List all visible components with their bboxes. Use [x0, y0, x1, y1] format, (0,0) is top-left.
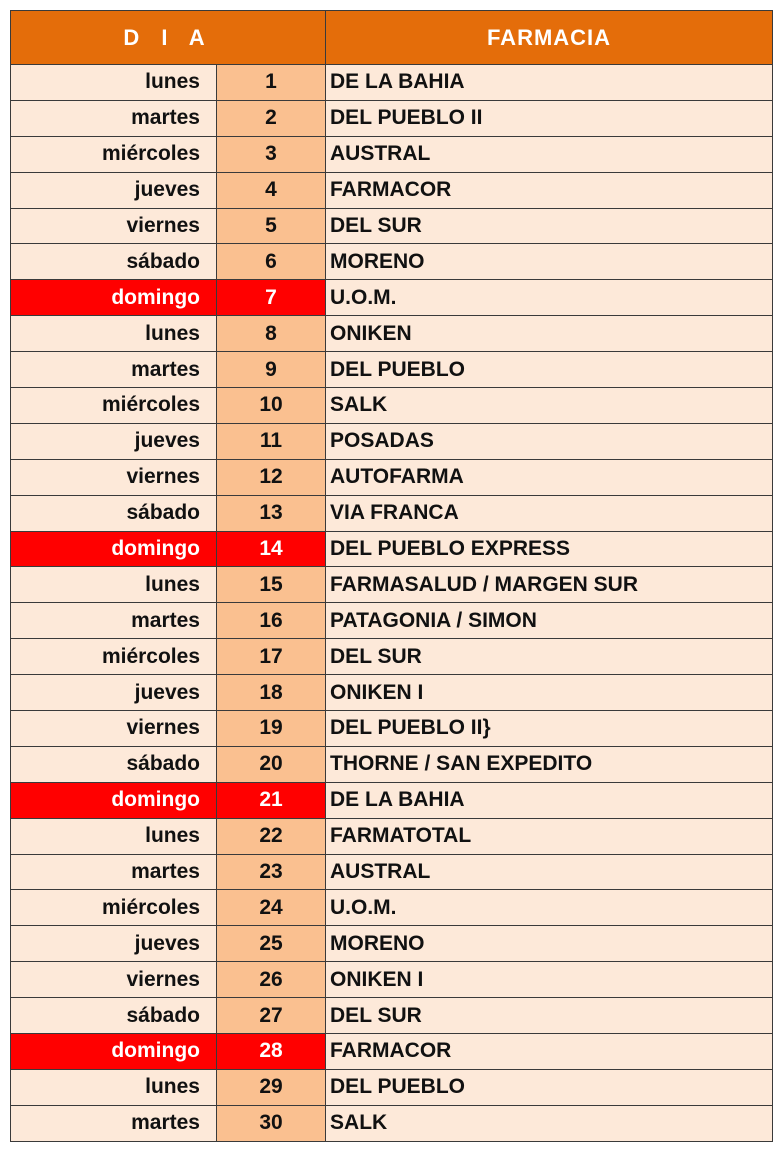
day-cell: viernes: [11, 459, 217, 495]
pharmacy-cell: AUSTRAL: [326, 136, 773, 172]
day-cell: sábado: [11, 495, 217, 531]
pharmacy-cell: SALK: [326, 388, 773, 424]
pharmacy-cell: DEL PUEBLO II: [326, 100, 773, 136]
table-row: [11, 100, 773, 136]
day-cell: miércoles: [11, 890, 217, 926]
day-cell: domingo: [11, 531, 217, 567]
table-row: [11, 208, 773, 244]
pharmacy-cell: FARMATOTAL: [326, 818, 773, 854]
day-cell: miércoles: [11, 388, 217, 424]
date-number-cell: 17: [217, 639, 326, 675]
day-cell: lunes: [11, 567, 217, 603]
pharmacy-cell: DEL PUEBLO II}: [326, 711, 773, 747]
table-row: [11, 1034, 773, 1070]
pharmacy-column-header: FARMACIA: [326, 11, 773, 65]
day-cell: jueves: [11, 926, 217, 962]
date-number-cell: 24: [217, 890, 326, 926]
date-number-cell: 20: [217, 746, 326, 782]
table-row: [11, 352, 773, 388]
pharmacy-cell: AUSTRAL: [326, 854, 773, 890]
date-number-cell: 5: [217, 208, 326, 244]
date-number-cell: 2: [217, 100, 326, 136]
table-row: [11, 495, 773, 531]
table-row: [11, 316, 773, 352]
table-row: [11, 244, 773, 280]
date-number-cell: 3: [217, 136, 326, 172]
date-number-cell: 9: [217, 352, 326, 388]
pharmacy-cell: SALK: [326, 1105, 773, 1141]
pharmacy-cell: DEL SUR: [326, 998, 773, 1034]
date-number-cell: 23: [217, 854, 326, 890]
table-row: [11, 926, 773, 962]
day-cell: jueves: [11, 675, 217, 711]
pharmacy-cell: DEL PUEBLO EXPRESS: [326, 531, 773, 567]
day-cell: martes: [11, 854, 217, 890]
day-cell: jueves: [11, 172, 217, 208]
table-row: [11, 782, 773, 818]
day-cell: martes: [11, 603, 217, 639]
table-row: [11, 567, 773, 603]
day-cell: martes: [11, 100, 217, 136]
pharmacy-cell: DEL SUR: [326, 208, 773, 244]
date-number-cell: 25: [217, 926, 326, 962]
pharmacy-cell: DEL SUR: [326, 639, 773, 675]
day-cell: domingo: [11, 280, 217, 316]
pharmacy-cell: THORNE / SAN EXPEDITO: [326, 746, 773, 782]
pharmacy-cell: FARMASALUD / MARGEN SUR: [326, 567, 773, 603]
date-number-cell: 15: [217, 567, 326, 603]
date-number-cell: 29: [217, 1069, 326, 1105]
day-cell: lunes: [11, 1069, 217, 1105]
date-number-cell: 19: [217, 711, 326, 747]
date-number-cell: 28: [217, 1034, 326, 1070]
date-number-cell: 18: [217, 675, 326, 711]
day-cell: domingo: [11, 1034, 217, 1070]
pharmacy-cell: DEL PUEBLO: [326, 1069, 773, 1105]
day-cell: miércoles: [11, 639, 217, 675]
table-row: [11, 675, 773, 711]
day-cell: jueves: [11, 423, 217, 459]
table-row: [11, 998, 773, 1034]
date-number-cell: 6: [217, 244, 326, 280]
pharmacy-cell: ONIKEN I: [326, 962, 773, 998]
date-number-cell: 7: [217, 280, 326, 316]
table-row: [11, 746, 773, 782]
table-row: [11, 962, 773, 998]
pharmacy-cell: ONIKEN I: [326, 675, 773, 711]
table-row: [11, 280, 773, 316]
table-row: [11, 65, 773, 101]
pharmacy-cell: FARMACOR: [326, 172, 773, 208]
pharmacy-cell: VIA FRANCA: [326, 495, 773, 531]
pharmacy-cell: MORENO: [326, 926, 773, 962]
pharmacy-cell: DE LA BAHIA: [326, 782, 773, 818]
day-cell: miércoles: [11, 136, 217, 172]
pharmacy-cell: PATAGONIA / SIMON: [326, 603, 773, 639]
table-row: [11, 603, 773, 639]
table-row: [11, 890, 773, 926]
date-number-cell: 26: [217, 962, 326, 998]
pharmacy-cell: DEL PUEBLO: [326, 352, 773, 388]
day-column-header: D I A: [11, 11, 326, 65]
day-cell: viernes: [11, 208, 217, 244]
pharmacy-cell: U.O.M.: [326, 890, 773, 926]
table-row: [11, 854, 773, 890]
table-row: [11, 531, 773, 567]
date-number-cell: 4: [217, 172, 326, 208]
date-number-cell: 21: [217, 782, 326, 818]
date-number-cell: 27: [217, 998, 326, 1034]
pharmacy-cell: ONIKEN: [326, 316, 773, 352]
date-number-cell: 14: [217, 531, 326, 567]
pharmacy-duty-table: [10, 10, 773, 1142]
pharmacy-cell: AUTOFARMA: [326, 459, 773, 495]
day-cell: lunes: [11, 316, 217, 352]
table-row: [11, 172, 773, 208]
date-number-cell: 16: [217, 603, 326, 639]
pharmacy-cell: U.O.M.: [326, 280, 773, 316]
table-row: [11, 423, 773, 459]
pharmacy-cell: DE LA BAHIA: [326, 65, 773, 101]
date-number-cell: 11: [217, 423, 326, 459]
date-number-cell: 12: [217, 459, 326, 495]
date-number-cell: 13: [217, 495, 326, 531]
pharmacy-cell: FARMACOR: [326, 1034, 773, 1070]
table-row: [11, 711, 773, 747]
pharmacy-cell: POSADAS: [326, 423, 773, 459]
table-row: [11, 818, 773, 854]
day-cell: sábado: [11, 746, 217, 782]
table-row: [11, 388, 773, 424]
date-number-cell: 8: [217, 316, 326, 352]
date-number-cell: 30: [217, 1105, 326, 1141]
day-cell: domingo: [11, 782, 217, 818]
day-cell: martes: [11, 352, 217, 388]
table-row: [11, 1069, 773, 1105]
day-cell: viernes: [11, 711, 217, 747]
day-cell: martes: [11, 1105, 217, 1141]
header-row: [11, 11, 773, 65]
day-cell: sábado: [11, 998, 217, 1034]
day-cell: lunes: [11, 65, 217, 101]
table-row: [11, 136, 773, 172]
table-row: [11, 1105, 773, 1141]
date-number-cell: 10: [217, 388, 326, 424]
pharmacy-cell: MORENO: [326, 244, 773, 280]
table-body: [11, 65, 773, 1142]
day-cell: sábado: [11, 244, 217, 280]
date-number-cell: 22: [217, 818, 326, 854]
date-number-cell: 1: [217, 65, 326, 101]
day-cell: viernes: [11, 962, 217, 998]
table-row: [11, 639, 773, 675]
table-row: [11, 459, 773, 495]
day-cell: lunes: [11, 818, 217, 854]
